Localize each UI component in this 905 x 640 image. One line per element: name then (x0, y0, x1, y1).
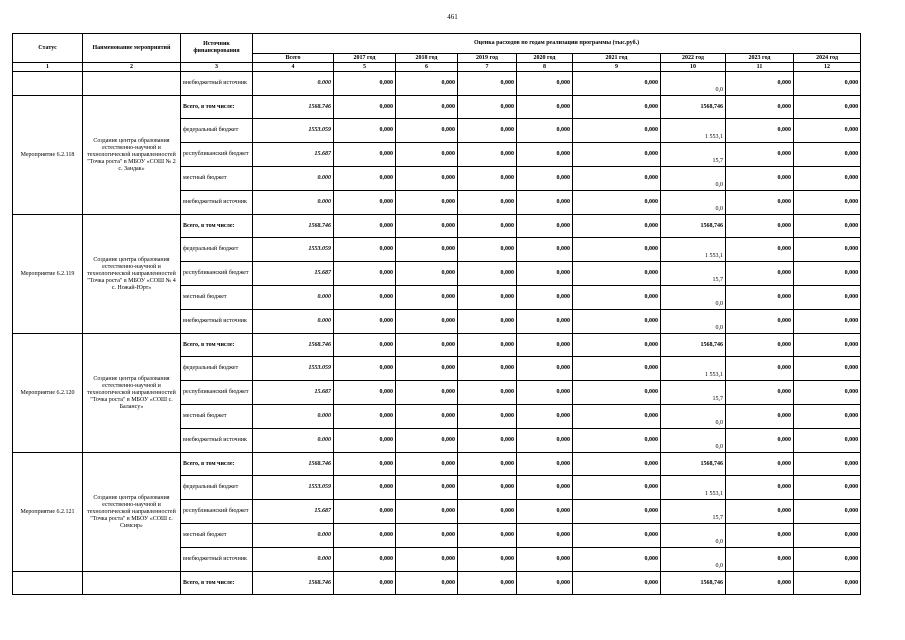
column-number: 9 (573, 63, 661, 72)
year-value-cell: 0,000 (396, 405, 458, 429)
year-value-cell: 0,000 (573, 500, 661, 524)
year-value-cell: 0,000 (517, 381, 573, 405)
total-cell: 0.000 (253, 429, 334, 453)
table-row (13, 215, 861, 238)
column-number: 6 (396, 63, 458, 72)
year-value-cell: 0,000 (794, 572, 861, 595)
header-year: 2024 год (794, 54, 861, 63)
year-value-cell: 1 553,1 (661, 119, 726, 143)
name-cell (83, 572, 181, 595)
header-year: 2020 год (517, 54, 573, 63)
year-value-cell: 0,000 (458, 143, 517, 167)
year-value-cell: 0,000 (794, 476, 861, 500)
year-value-cell: 0,000 (334, 286, 396, 310)
year-value-cell: 0,000 (573, 286, 661, 310)
column-number: 11 (726, 63, 794, 72)
header-year: 2022 год (661, 54, 726, 63)
column-number: 4 (253, 63, 334, 72)
year-value-cell: 0,000 (334, 405, 396, 429)
year-value-cell: 0,000 (517, 334, 573, 357)
year-value-cell: 0,000 (794, 524, 861, 548)
measure-name: Создание центра образования естественно-научной и технологической направленностей "Точка роста" в МБОУ «СОШ с. Симсир» (83, 453, 181, 572)
year-value-cell: 0,000 (334, 381, 396, 405)
year-value-cell: 0,000 (794, 405, 861, 429)
year-value-cell: 0,000 (334, 524, 396, 548)
year-value-cell: 0,000 (573, 476, 661, 500)
year-value-cell: 0,000 (726, 72, 794, 96)
total-cell: 0.000 (253, 72, 334, 96)
year-value-cell: 0,000 (334, 119, 396, 143)
year-value-cell: 0,000 (573, 357, 661, 381)
year-value-cell: 0,000 (794, 238, 861, 262)
funding-source: внебюджетный источник (181, 429, 253, 453)
year-value-cell: 0,0 (661, 548, 726, 572)
year-value-cell: 0,000 (458, 119, 517, 143)
year-value-cell: 0,000 (334, 72, 396, 96)
year-value-cell: 0,000 (573, 548, 661, 572)
year-value-cell: 0,000 (396, 548, 458, 572)
year-value-cell: 0,000 (396, 191, 458, 215)
year-value-cell: 0,000 (794, 215, 861, 238)
year-value-cell: 0,000 (794, 143, 861, 167)
year-value-cell: 0,000 (573, 215, 661, 238)
year-value-cell: 0,000 (458, 476, 517, 500)
year-value-cell: 0,000 (517, 548, 573, 572)
year-value-cell: 0,000 (458, 572, 517, 595)
year-value-cell: 0,000 (573, 167, 661, 191)
measure-status: Мероприятие 6.2.121 (13, 453, 83, 572)
column-number: 1 (13, 63, 83, 72)
year-value-cell: 1568,746 (661, 453, 726, 476)
year-value-cell: 0,000 (794, 548, 861, 572)
year-value-cell: 0,000 (334, 96, 396, 119)
name-cell (83, 72, 181, 96)
year-value-cell: 0,000 (458, 453, 517, 476)
year-value-cell: 0,000 (396, 143, 458, 167)
year-value-cell: 0,000 (396, 262, 458, 286)
year-value-cell: 0,000 (396, 453, 458, 476)
year-value-cell: 0,000 (334, 310, 396, 334)
funding-source: внебюджетный источник (181, 548, 253, 572)
year-value-cell: 0,000 (726, 548, 794, 572)
year-value-cell: 0,000 (573, 119, 661, 143)
year-value-cell: 0,000 (458, 548, 517, 572)
funding-source: Всего, в том числе: (181, 215, 253, 238)
year-value-cell: 0,000 (726, 476, 794, 500)
year-value-cell: 0,000 (573, 143, 661, 167)
year-value-cell: 0,000 (458, 310, 517, 334)
year-value-cell: 0,000 (458, 524, 517, 548)
measure-name: Создание центра образования естественно-научной и технологической направленностей "Точка роста" в МБОУ «СОШ с. Балансу» (83, 334, 181, 453)
expenditure-table (12, 33, 861, 595)
header-estimate: Оценка расходов по годам реализации программы (тыс.руб.) (253, 34, 861, 54)
table-row (13, 453, 861, 476)
year-value-cell: 0,000 (334, 476, 396, 500)
year-value-cell: 0,000 (726, 572, 794, 595)
funding-source: внебюджетный источник (181, 310, 253, 334)
year-value-cell: 1 553,1 (661, 357, 726, 381)
measure-status: Мероприятие 6.2.120 (13, 334, 83, 453)
year-value-cell: 0,000 (517, 476, 573, 500)
year-value-cell: 0,000 (334, 143, 396, 167)
year-value-cell: 0,000 (726, 524, 794, 548)
year-value-cell: 0,000 (396, 572, 458, 595)
year-value-cell: 0,000 (794, 357, 861, 381)
year-value-cell: 1 553,1 (661, 238, 726, 262)
status-cell (13, 72, 83, 96)
year-value-cell: 0,000 (517, 357, 573, 381)
total-cell: 1568.746 (253, 572, 334, 595)
total-cell: 0.000 (253, 405, 334, 429)
measure-name: Создание центра образования естественно-научной и технологической направленностей "Точка роста" в МБОУ «СОШ № 2 с. Зандак» (83, 96, 181, 215)
year-value-cell: 0,000 (458, 381, 517, 405)
year-value-cell: 0,000 (396, 429, 458, 453)
year-value-cell: 0,000 (573, 72, 661, 96)
table-row (13, 334, 861, 357)
table-row (13, 72, 861, 96)
year-value-cell: 0,000 (517, 286, 573, 310)
year-value-cell: 0,000 (573, 405, 661, 429)
year-value-cell: 0,000 (396, 119, 458, 143)
year-value-cell: 0,000 (573, 334, 661, 357)
funding-source: Всего, в том числе: (181, 334, 253, 357)
funding-source: Всего, в том числе: (181, 453, 253, 476)
year-value-cell: 0,000 (517, 191, 573, 215)
header-year: 2019 год (458, 54, 517, 63)
year-value-cell: 0,000 (794, 191, 861, 215)
funding-source: федеральный бюджет (181, 476, 253, 500)
year-value-cell: 0,000 (794, 262, 861, 286)
year-value-cell: 0,000 (573, 96, 661, 119)
year-value-cell: 0,000 (573, 238, 661, 262)
year-value-cell: 0,000 (794, 381, 861, 405)
funding-source: местный бюджет (181, 167, 253, 191)
year-value-cell: 15,7 (661, 500, 726, 524)
year-value-cell: 0,000 (726, 381, 794, 405)
year-value-cell: 0,000 (517, 96, 573, 119)
year-value-cell: 0,000 (794, 453, 861, 476)
total-cell: 1568.746 (253, 334, 334, 357)
year-value-cell: 0,000 (517, 572, 573, 595)
year-value-cell: 0,000 (794, 72, 861, 96)
year-value-cell: 0,000 (458, 405, 517, 429)
total-cell: 0.000 (253, 524, 334, 548)
year-value-cell: 0,000 (517, 453, 573, 476)
total-cell: 0.000 (253, 191, 334, 215)
year-value-cell: 0,000 (517, 500, 573, 524)
year-value-cell: 15,7 (661, 143, 726, 167)
year-value-cell: 1568,746 (661, 215, 726, 238)
year-value-cell: 0,000 (794, 167, 861, 191)
year-value-cell: 0,000 (334, 334, 396, 357)
year-value-cell: 0,000 (794, 119, 861, 143)
total-cell: 15.687 (253, 500, 334, 524)
year-value-cell: 0,000 (458, 357, 517, 381)
year-value-cell: 0,000 (517, 429, 573, 453)
year-value-cell: 0,0 (661, 167, 726, 191)
year-value-cell: 0,0 (661, 429, 726, 453)
year-value-cell: 1568,746 (661, 96, 726, 119)
table-row (13, 572, 861, 595)
year-value-cell: 0,000 (573, 310, 661, 334)
page-number: 461 (447, 13, 458, 21)
year-value-cell: 0,000 (334, 500, 396, 524)
year-value-cell: 0,000 (726, 262, 794, 286)
year-value-cell: 0,000 (396, 476, 458, 500)
year-value-cell: 0,000 (794, 334, 861, 357)
funding-source: федеральный бюджет (181, 357, 253, 381)
year-value-cell: 0,000 (573, 381, 661, 405)
funding-source: местный бюджет (181, 524, 253, 548)
year-value-cell: 1568,746 (661, 334, 726, 357)
year-value-cell: 0,000 (726, 143, 794, 167)
year-value-cell: 0,000 (458, 334, 517, 357)
year-value-cell: 0,000 (517, 262, 573, 286)
year-value-cell: 0,000 (517, 405, 573, 429)
funding-source: федеральный бюджет (181, 238, 253, 262)
status-cell (13, 572, 83, 595)
year-value-cell: 0,000 (726, 405, 794, 429)
year-value-cell: 0,000 (573, 453, 661, 476)
total-cell: 0.000 (253, 548, 334, 572)
year-value-cell: 0,000 (458, 72, 517, 96)
total-cell: 1568.746 (253, 453, 334, 476)
funding-source: республиканский бюджет (181, 262, 253, 286)
header-year: 2021 год (573, 54, 661, 63)
year-value-cell: 0,000 (726, 96, 794, 119)
year-value-cell: 0,0 (661, 286, 726, 310)
funding-source: местный бюджет (181, 286, 253, 310)
year-value-cell: 0,000 (573, 191, 661, 215)
year-value-cell: 0,000 (396, 96, 458, 119)
total-cell: 0.000 (253, 286, 334, 310)
year-value-cell: 0,000 (396, 310, 458, 334)
year-value-cell: 0,000 (573, 429, 661, 453)
year-value-cell: 0,0 (661, 191, 726, 215)
year-value-cell: 15,7 (661, 262, 726, 286)
total-cell: 1553.059 (253, 238, 334, 262)
funding-source: внебюджетный источник (181, 191, 253, 215)
year-value-cell: 0,000 (726, 429, 794, 453)
year-value-cell: 0,000 (458, 96, 517, 119)
year-value-cell: 0,000 (458, 238, 517, 262)
year-value-cell: 0,000 (334, 191, 396, 215)
year-value-cell: 0,000 (726, 357, 794, 381)
year-value-cell: 0,000 (396, 381, 458, 405)
year-value-cell: 0,000 (726, 119, 794, 143)
year-value-cell: 0,000 (396, 72, 458, 96)
year-value-cell: 0,000 (396, 286, 458, 310)
year-value-cell: 0,000 (726, 191, 794, 215)
year-value-cell: 0,000 (334, 238, 396, 262)
year-value-cell: 0,000 (726, 453, 794, 476)
year-value-cell: 0,000 (517, 524, 573, 548)
funding-source: республиканский бюджет (181, 381, 253, 405)
year-value-cell: 0,000 (726, 286, 794, 310)
year-value-cell: 0,000 (726, 238, 794, 262)
year-value-cell: 0,000 (726, 334, 794, 357)
year-value-cell: 0,000 (334, 453, 396, 476)
year-value-cell: 0,000 (726, 167, 794, 191)
year-value-cell: 1 553,1 (661, 476, 726, 500)
column-number: 7 (458, 63, 517, 72)
year-value-cell: 0,0 (661, 310, 726, 334)
year-value-cell: 0,000 (458, 167, 517, 191)
funding-source: федеральный бюджет (181, 119, 253, 143)
header-year: 2017 год (334, 54, 396, 63)
year-value-cell: 0,000 (396, 524, 458, 548)
year-value-cell: 0,000 (334, 215, 396, 238)
year-value-cell: 0,000 (458, 262, 517, 286)
year-value-cell: 0,000 (794, 500, 861, 524)
year-value-cell: 0,000 (396, 238, 458, 262)
year-value-cell: 0,000 (334, 262, 396, 286)
header-total: Всего (253, 54, 334, 63)
year-value-cell: 0,000 (334, 572, 396, 595)
header-year: 2018 год (396, 54, 458, 63)
year-value-cell: 0,000 (517, 143, 573, 167)
total-cell: 1568.746 (253, 215, 334, 238)
funding-source: Всего, в том числе: (181, 96, 253, 119)
column-number: 12 (794, 63, 861, 72)
year-value-cell: 0,000 (396, 500, 458, 524)
year-value-cell: 0,0 (661, 524, 726, 548)
funding-source: республиканский бюджет (181, 500, 253, 524)
column-numbers-row (13, 63, 861, 72)
total-cell: 15.687 (253, 262, 334, 286)
year-value-cell: 0,000 (458, 215, 517, 238)
year-value-cell: 0,000 (396, 215, 458, 238)
total-cell: 1553.059 (253, 476, 334, 500)
year-value-cell: 0,000 (573, 524, 661, 548)
year-value-cell: 0,000 (517, 215, 573, 238)
column-number: 8 (517, 63, 573, 72)
year-value-cell: 0,000 (334, 429, 396, 453)
total-cell: 0.000 (253, 167, 334, 191)
year-value-cell: 0,000 (458, 429, 517, 453)
measure-status: Мероприятие 6.2.119 (13, 215, 83, 334)
year-value-cell: 0,000 (396, 357, 458, 381)
year-value-cell: 0,000 (794, 310, 861, 334)
header-year: 2023 год (726, 54, 794, 63)
header-status: Статус (13, 34, 83, 63)
year-value-cell: 0,000 (334, 548, 396, 572)
year-value-cell: 0,0 (661, 72, 726, 96)
year-value-cell: 0,000 (794, 286, 861, 310)
column-number: 5 (334, 63, 396, 72)
total-cell: 15.687 (253, 143, 334, 167)
year-value-cell: 0,000 (726, 310, 794, 334)
year-value-cell: 0,000 (458, 286, 517, 310)
year-value-cell: 0,000 (396, 334, 458, 357)
total-cell: 1568.746 (253, 96, 334, 119)
header-source: Источник финансирования (181, 34, 253, 63)
year-value-cell: 0,000 (517, 310, 573, 334)
column-number: 2 (83, 63, 181, 72)
year-value-cell: 0,000 (794, 429, 861, 453)
year-value-cell: 0,000 (726, 500, 794, 524)
year-value-cell: 0,000 (517, 167, 573, 191)
year-value-cell: 0,000 (517, 119, 573, 143)
year-value-cell: 0,000 (573, 572, 661, 595)
measure-name: Создание центра образования естественно-научной и технологической направленностей "Точка роста" в МБОУ «СОШ № 4 с. Ножай-Юрт» (83, 215, 181, 334)
year-value-cell: 0,000 (458, 500, 517, 524)
total-cell: 1553.059 (253, 357, 334, 381)
column-number: 3 (181, 63, 253, 72)
funding-source: Всего, в том числе: (181, 572, 253, 595)
total-cell: 1553.059 (253, 119, 334, 143)
year-value-cell: 0,000 (334, 357, 396, 381)
total-cell: 15.687 (253, 381, 334, 405)
year-value-cell: 0,000 (334, 167, 396, 191)
table-row (13, 96, 861, 119)
funding-source: внебюджетный источник (181, 72, 253, 96)
year-value-cell: 0,000 (517, 238, 573, 262)
year-value-cell: 0,0 (661, 405, 726, 429)
total-cell: 0.000 (253, 310, 334, 334)
column-number: 10 (661, 63, 726, 72)
year-value-cell: 0,000 (396, 167, 458, 191)
year-value-cell: 1568,746 (661, 572, 726, 595)
funding-source: республиканский бюджет (181, 143, 253, 167)
year-value-cell: 15,7 (661, 381, 726, 405)
year-value-cell: 0,000 (573, 262, 661, 286)
year-value-cell: 0,000 (458, 191, 517, 215)
year-value-cell: 0,000 (794, 96, 861, 119)
year-value-cell: 0,000 (517, 72, 573, 96)
measure-status: Мероприятие 6.2.118 (13, 96, 83, 215)
year-value-cell: 0,000 (726, 215, 794, 238)
header-name: Наименование мероприятий (83, 34, 181, 63)
funding-source: местный бюджет (181, 405, 253, 429)
